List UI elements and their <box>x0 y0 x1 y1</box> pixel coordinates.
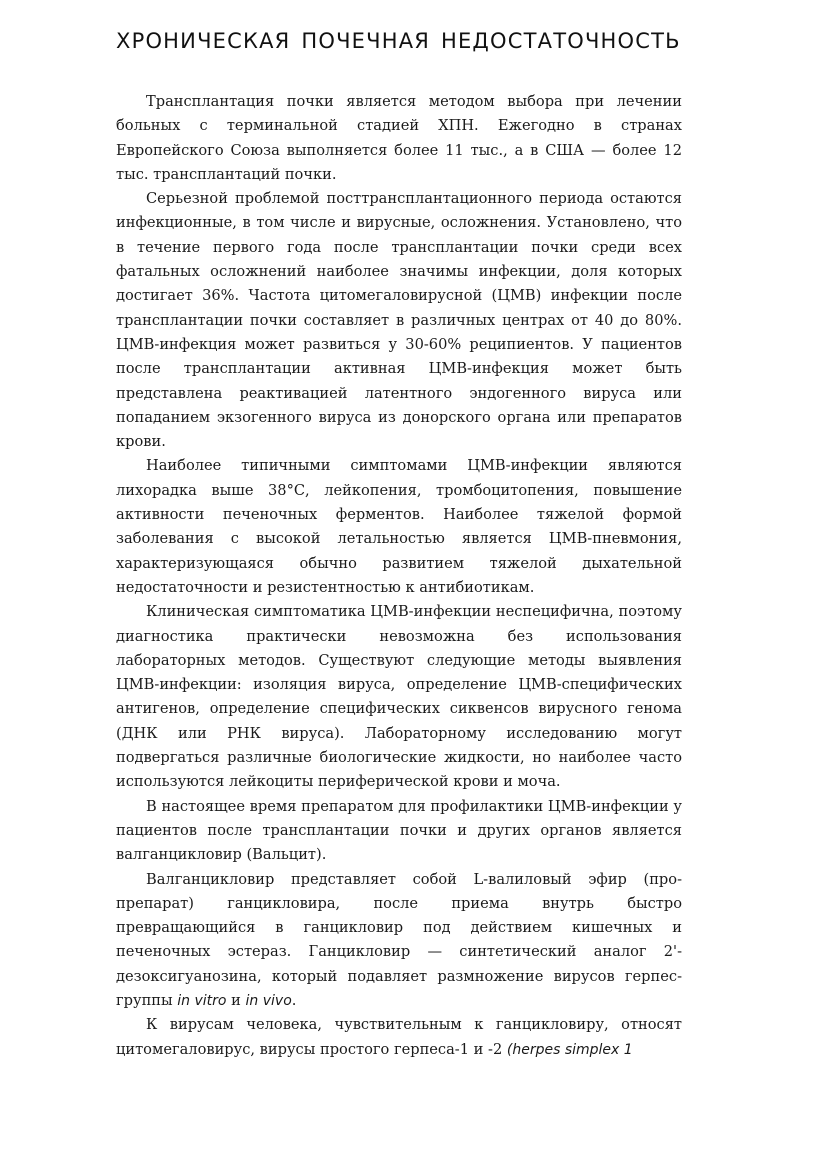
in-vitro-italic: in vitro <box>177 992 227 1009</box>
and-text: и <box>226 991 246 1009</box>
period-text: . <box>291 991 297 1009</box>
in-vivo-italic: in vivo <box>245 992 292 1009</box>
paragraph-valganciclovir <box>116 868 682 1014</box>
paragraph-symptoms: Наиболее типичными симптомами ЦМВ-инфекции являются лихорадка выше 38°С, лейкопения, тромбоцитопения, повышение активности печеночных ферментов. Наиболее тяжелой формой заболевания с высокой летальностью является ЦМВ-пневмония, характеризующаяся обычно развитием тяжелой дыхательной недостаточности и резистентностью к антибиотикам. <box>116 457 682 596</box>
paragraph-viruses <box>116 1013 682 1062</box>
document-page <box>116 28 682 1062</box>
herpes-simplex-italic: (herpes simplex 1 <box>506 1041 633 1058</box>
valganciclovir-text: Валганцикловир представляет собой L-валиловый эфир (про-препарат) ганцикловира, после приема внутрь быстро превращающийся в ганцикловир под действием кишечных и печеночных эстераз. Ганцикловир — синтетический аналог 2'-дезоксигуанозина, который подавляет размножение вирусов герпес-группы <box>116 870 682 1009</box>
body-text <box>116 90 682 1062</box>
paragraph-transplantation: Трансплантация почки является методом выбора при лечении больных с терминальной стадией ХПН. Ежегодно в странах Европейского Союза выполняется более 11 тыс., а в США — более 12 тыс. трансплантаций почки. <box>116 93 682 183</box>
viruses-text: К вирусам человека, чувствительным к ганцикловиру, относят цитомегаловирус, вирусы простого герпеса-1 и -2 <box>116 1016 682 1058</box>
running-header: ХРОНИЧЕСКАЯ ПОЧЕЧНАЯ НЕДОСТАТОЧНОСТЬ <box>116 29 681 53</box>
paragraph-diagnostics: Клиническая симптоматика ЦМВ-инфекции неспецифична, поэтому диагностика практически невозможна без использования лабораторных методов. Существуют следующие методы выявления ЦМВ-инфекции: изоляция вируса, определение ЦМВ-специфических антигенов, определение специфических сиквенсов вирусного генома (ДНК или РНК вируса). Лабораторному исследованию могут подвергаться различные биологические жидкости, но наиболее часто используются лейкоциты периферической крови и моча. <box>116 603 682 791</box>
paragraph-prophylaxis: В настоящее время препаратом для профилактики ЦМВ-инфекции у пациентов после трансплантации почки и других органов является валганцикловир (Вальцит). <box>116 797 682 864</box>
paragraph-infections: Серьезной проблемой посттрансплантационного периода остаются инфекционные, в том числе и вирусные, осложнения. Установлено, что в течение первого года после трансплантации почки среди всех фатальных осложнений наиболее значимы инфекции, доля которых достигает 36%. Частота цитомегаловирусной (ЦМВ) инфекции после трансплантации почки составляет в различных центрах от 40 до 80%. ЦМВ-инфекция может развиться у 30-60% реципиентов. У пациентов после трансплантации активная ЦМВ-инфекция может быть представлена реактивацией латентного эндогенного вируса или попаданием экзогенного вируса из донорского органа или препаратов крови. <box>116 190 682 451</box>
